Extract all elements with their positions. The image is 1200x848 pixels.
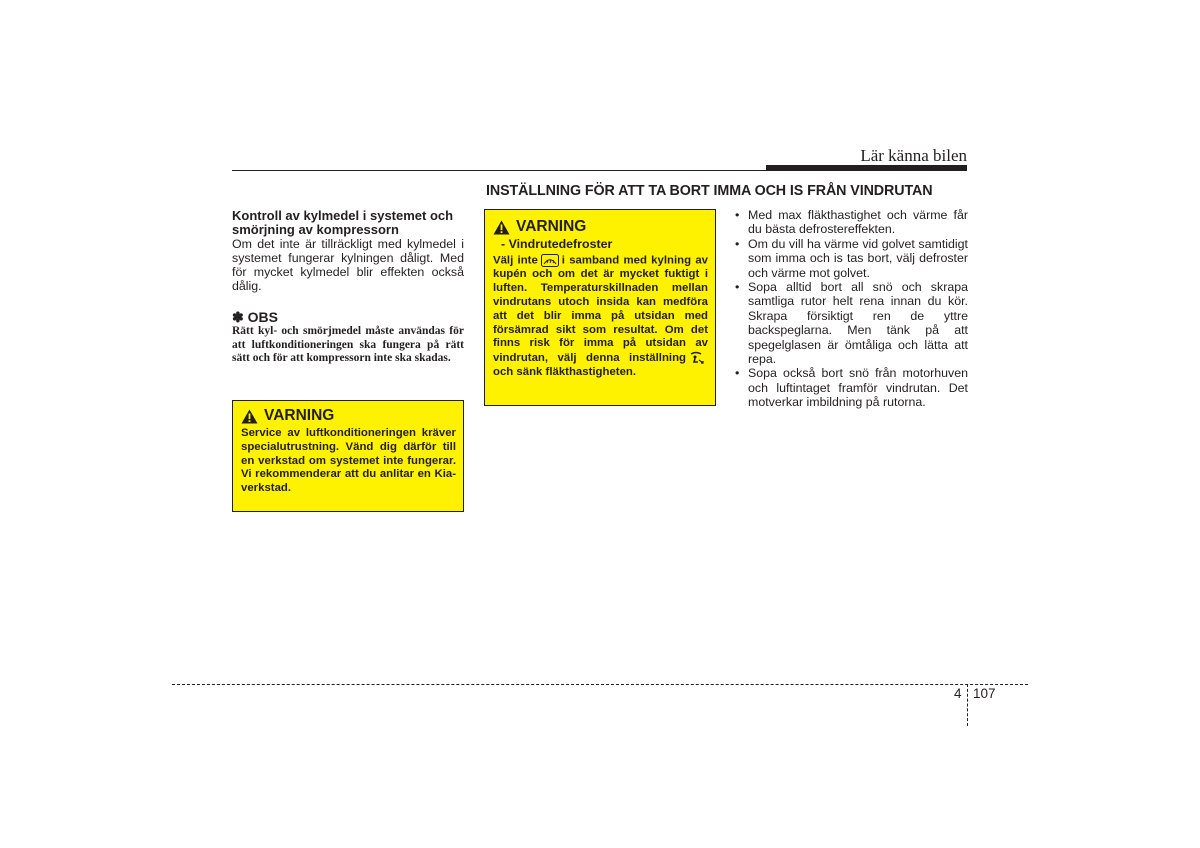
bullet-dot: • — [735, 366, 740, 381]
obs-title: ✽ OBS — [232, 309, 278, 325]
left-column — [232, 209, 464, 366]
warning-box-defroster — [484, 209, 716, 406]
section-number: 4 — [954, 686, 962, 701]
warning-triangle-icon — [241, 409, 258, 424]
warning-text-part-2: i samband med kylning av kupén och om det är mycket fuktigt i luften. Temperaturskillnaden mellan vindrutans utoch insida kan medföra att det blir imma på utsidan med försämrad sikt som resultat. Om det finns risk för imma på utsidan av vindrutan, välj denna inställning — [493, 254, 708, 365]
bullet-dot: • — [735, 236, 740, 251]
coolant-body: Om det inte är tillräckligt med kylmedel i systemet fungerar kylningen dåligt. Med för mycket kylmedel blir effekten också dålig. — [232, 237, 464, 293]
bullet-dot: • — [735, 208, 740, 222]
section-heading: INSTÄLLNING FÖR ATT TA BORT IMMA OCH IS FRÅN VINDRUTAN — [486, 183, 933, 199]
warning-box-service — [232, 400, 464, 512]
warning-text-part-1: Välj inte — [493, 254, 538, 267]
bullet-dot: • — [735, 280, 740, 295]
warning-title: VARNING — [264, 407, 335, 424]
list-item — [734, 237, 968, 280]
page-number: 107 — [973, 686, 996, 701]
tips-list — [734, 208, 968, 410]
warning-title: VARNING — [516, 218, 587, 235]
warning-heading — [241, 407, 456, 425]
list-item-text: Sopa också bort snö från motorhuven och luftintaget framför vindrutan. Det motverkar imbildning på rutorna. — [748, 366, 968, 410]
windshield-defrost-icon — [541, 254, 559, 267]
list-item — [734, 208, 968, 237]
chapter-title: Lär känna bilen — [860, 146, 967, 165]
footer-divider — [967, 684, 968, 726]
list-item — [734, 280, 968, 366]
warning-text — [493, 254, 708, 380]
warning-text-part-3: och sänk fläkthastigheten. — [493, 365, 637, 378]
warning-heading — [493, 218, 708, 236]
header-tab-bar — [766, 165, 967, 171]
list-item-text: Med max fläkthastighet och värme får du bästa defrostereffekten. — [748, 208, 968, 237]
list-item-text: Sopa alltid bort all snö och skrapa samtliga rutor helt rena innan du kör. Skrapa försiktigt ren de yttre backspeglarna. Men tänk på att spegelglasen är ömtåliga och lätta att repa. — [748, 280, 968, 367]
list-item — [734, 366, 968, 409]
warning-triangle-icon — [493, 220, 510, 235]
warning-text: Service av luftkonditioneringen kräver specialutrustning. Vänd dig därför till en verkstad om systemet inte fungerar. Vi rekommenderar att du anlitar en Kia-verkstad. — [241, 427, 456, 495]
warning-subtitle: - Vindrutedefroster — [501, 237, 613, 251]
list-item-text: Om du vill ha värme vid golvet samtidigt som imma och is tas bort, välj defroster och värme mot golvet. — [748, 236, 968, 280]
right-column — [734, 208, 968, 410]
obs-text: Rätt kyl- och smörjmedel måste användas för att luftkonditioneringen ska fungera på rätt sätt och för att kompressorn inte ska skadas. — [232, 325, 464, 365]
footer-rule — [172, 684, 1028, 685]
defrost-floor-mode-icon — [689, 351, 705, 365]
coolant-subheading: Kontroll av kylmedel i systemet och smörjning av kompressorn — [232, 208, 454, 237]
